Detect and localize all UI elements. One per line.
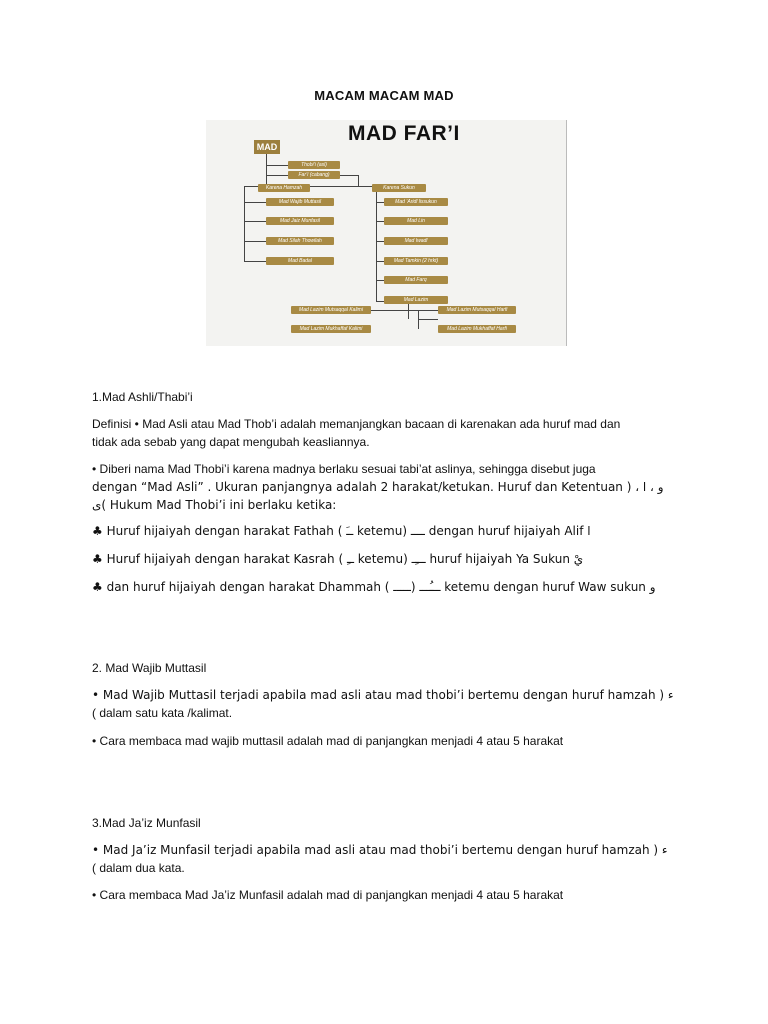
connector-line [376,186,377,302]
paragraph-jaiz [92,841,682,877]
connector-line [376,241,384,242]
node-mad-lazim: Mad Lazim [384,296,448,304]
text-line: • Diberi nama Mad Thobi’i karena madnya berlaku sesuai tabi’at aslinya, sehingga disebut juga [92,462,596,476]
connector-line [244,261,266,262]
connector-line [376,202,384,203]
section-heading: 2. Mad Wajib Muttasil [92,661,207,675]
node-mad-wajib-muttasil: Mad Wajib Muttasil [266,198,334,206]
connector-line [266,165,288,166]
paragraph-jaiz-cara: • Cara membaca Mad Ja’iz Munfasil adalah mad di panjangkan menjadi 4 atau 5 harakat [92,888,564,902]
text-line: ( dalam dua kata. [92,861,185,875]
paragraph-wajib-cara: • Cara membaca mad wajib muttasil adalah mad di panjangkan menjadi 4 atau 5 harakat [92,734,564,748]
node-mad-jaiz-munfasil: Mad Jaiz Munfasil [266,217,334,225]
node-fari: Far’i (cabang) [288,171,340,179]
paragraph-wajib [92,686,682,722]
connector-line [244,202,266,203]
text-line: • Mad Wajib Muttasil terjadi apabila mad asli atau mad thobi’i bertemu dengan huruf hamzah ) ء [92,688,674,702]
text-line: ( dalam satu kata /kalimat. [92,706,233,720]
bullet-fathah: ♣ Huruf hijaiyah dengan harakat Fathah ( ــَ ketemu) ــــ dengan huruf hijaiyah Alif ا [92,524,591,538]
connector-line [340,175,358,176]
node-mad-tamkin: Mad Tamkin (2 hrkt) [384,257,448,265]
node-lazim-mukhaffaf-harfi: Mad Lazim Mukhaffaf Harfi [438,325,516,333]
connector-line [376,280,384,281]
bullet-dhammah: ♣ dan huruf hijaiyah dengan harakat Dhammah ( ـــــ) ـــُـــ ketemu dengan huruf Waw sukun و [92,580,656,594]
node-lazim-mukhaffaf-kalimi: Mad Lazim Mukhaffaf Kalimi [291,325,371,333]
text-line: tidak ada sebab yang dapat mengubah keasliannya. [92,435,370,449]
connector-line [244,221,266,222]
node-mad-farq: Mad Farq [384,276,448,284]
connector-line [371,310,439,311]
connector-line [376,221,384,222]
text-line: dengan “Mad Asli” . Ukuran panjangnya adalah 2 harakat/ketukan. Huruf dan Ketentuan ) ، و ، ا [92,480,664,494]
document-title: MACAM MACAM MAD [314,88,454,103]
node-mad-badal: Mad Badal [266,257,334,265]
text-line: Definisi • Mad Asli atau Mad Thob’i adalah memanjangkan bacaan di karenakan ada huruf mad dan [92,417,621,431]
text-line: • Mad Ja’iz Munfasil terjadi apabila mad asli atau mad thobi’i bertemu dengan huruf hamzah ) ء [92,843,668,857]
bullet-kasrah: ♣ Huruf hijaiyah dengan harakat Kasrah ( ــِ ketemu) ـــِـ huruf hijaiyah Ya Sukun يْ [92,552,584,566]
node-mad-lin: Mad Lin [384,217,448,225]
node-lazim-mutsaqqal-harfi: Mad Lazim Mutsaqqal Harfi [438,306,516,314]
connector-line [244,241,266,242]
node-mad-aridl-lissukun: Mad ‘Aridl lissukun [384,198,448,206]
connector-line [244,186,245,262]
connector-line [376,301,384,302]
diagram-root-mad: MAD [254,140,280,154]
connector-line [376,261,384,262]
section-heading: 3.Mad Ja’iz Munfasil [92,816,201,830]
section-heading: 1.Mad Ashli/Thabi’i [92,390,193,404]
text-line: ى( Hukum Mad Thobi’i ini berlaku ketika: [92,498,337,512]
node-mad-iwadl: Mad Iwadl [384,237,448,245]
connector-line [266,154,267,186]
node-lazim-mutsaqqal-kalimi: Mad Lazim Mutsaqqal Kalimi [291,306,371,314]
mad-fari-diagram [206,120,567,346]
node-karena-sukun: Karena Sukun [372,184,426,192]
paragraph-definition [92,415,682,451]
node-karena-hamzah: Karena Hamzah [258,184,310,192]
connector-line [266,175,288,176]
node-mad-silah-thowilah: Mad Silah Thowilah [266,237,334,245]
diagram-heading: MAD FAR’I [348,122,460,145]
node-thobii: Thobi’i (asl) [288,161,340,169]
connector-line [418,319,438,320]
paragraph-thobii [92,460,682,514]
